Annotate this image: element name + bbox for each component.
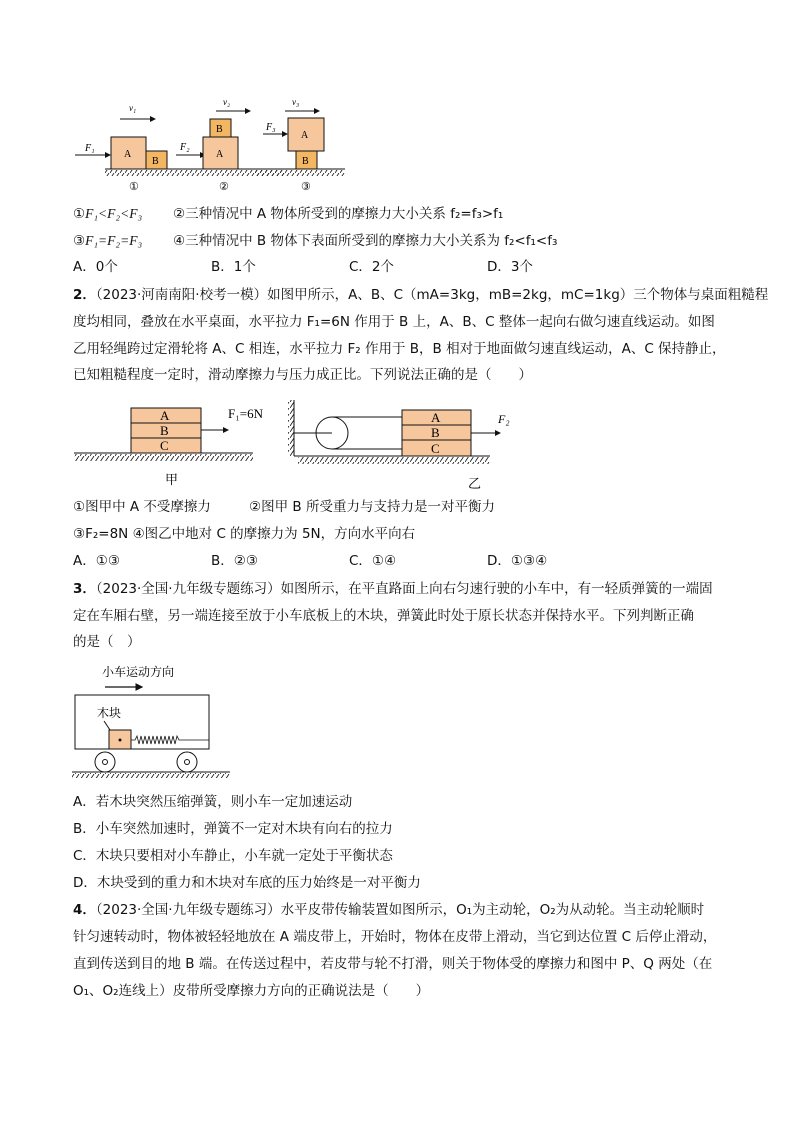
- stem-text: 水平皮带传输装置如图所示，O₁为主动轮，O₂为从动轮。当主动轮顺时: [280, 902, 705, 918]
- wheel: [177, 752, 197, 772]
- block-label: C: [431, 441, 440, 456]
- q2-option-c[interactable]: C．①④: [349, 553, 397, 569]
- q3-stem-line: 的是（ ）: [73, 634, 141, 650]
- q2-option-a[interactable]: A．①③: [73, 553, 120, 569]
- q3-option-c[interactable]: C．木块只要相对小车静止，小车就一定处于平衡状态: [73, 848, 393, 864]
- statement-text: 三种情况中 A 物体所受到的摩擦力大小关系 f₂=f₃>f₁: [185, 206, 504, 222]
- force-label: F₂: [498, 412, 510, 426]
- q4-stem-line: 针匀速转动时，物体被轻轻地放在 A 端皮带上，开始时，物体在皮带上滑动，当它到达位置 C 后停止滑动，: [73, 929, 717, 945]
- q3-option-d[interactable]: D．木块受到的重力和木块对车底的压力始终是一对平衡力: [73, 875, 421, 891]
- force-label: F₁=6N: [228, 406, 263, 421]
- q2-statement-1: ①图甲中 A 不受摩擦力: [73, 499, 211, 515]
- force-label: F₃: [266, 122, 276, 133]
- statement-number: ④: [173, 233, 186, 249]
- q1-option-b[interactable]: B．1个: [211, 259, 256, 275]
- block-label: B: [431, 425, 440, 440]
- velocity-label: v₃: [292, 97, 300, 107]
- q4-stem-line: [73, 901, 704, 919]
- q2-statement-2: ②图甲 B 所受重力与支持力是一对平衡力: [249, 499, 495, 515]
- q3-option-b[interactable]: B．小车突然加速时，弹簧不一定对木块有向右的拉力: [73, 821, 393, 837]
- block-b-label: B: [302, 156, 309, 167]
- statement-number: ②: [173, 206, 186, 222]
- q2-statement-3-4: ③F₂=8N ④图乙中地对 C 的摩擦力为 5N，方向水平向右: [73, 526, 416, 542]
- block-a-label: A: [301, 130, 309, 141]
- q1-figure-case3: [255, 95, 355, 195]
- stem-text: 如图甲所示，A、B、C（mA=3kg，mB=2kg，mC=1kg）三个物体与桌面粗糙程: [267, 287, 769, 303]
- statement-number: ①: [73, 206, 86, 222]
- statement-number: ③: [73, 233, 86, 249]
- case-label: ①: [129, 181, 139, 193]
- case-label: ②: [219, 181, 229, 193]
- question-number: 2．: [73, 287, 96, 303]
- block-label: A: [160, 408, 170, 423]
- q2-option-d[interactable]: D．①③④: [487, 553, 548, 569]
- stem-text: 如图所示，在平直路面上向右匀速行驶的小车中，有一轻质弹簧的一端固: [280, 581, 713, 597]
- q1-option-d[interactable]: D．3个: [487, 259, 533, 275]
- q3-stem-line: [73, 580, 713, 598]
- q3-figure: [70, 660, 240, 780]
- q2-stem-line: 乙用轻绳跨过定滑轮将 A、C 相连，水平拉力 F₂ 作用于 B，B 相对于地面做匀速直线运动，A、C 保持静止，: [73, 341, 726, 357]
- force-label: F₂: [180, 142, 190, 153]
- block-label: A: [431, 410, 441, 425]
- q1-statement-2: [173, 205, 503, 223]
- block-a-label: A: [124, 149, 132, 160]
- q1-option-a[interactable]: A．0个: [73, 259, 118, 275]
- q3-option-a[interactable]: A．若木块突然压缩弹簧，则小车一定加速运动: [73, 794, 353, 810]
- block-label: C: [160, 438, 169, 453]
- question-number: 3．: [73, 581, 96, 597]
- statement-text: F₁<F₂<F₃: [85, 206, 143, 221]
- q2-stem-line: 度均相同，叠放在水平桌面，水平拉力 F₁=6N 作用于 B 上，A、B、C 整体一起向右做匀速直线运动。如图: [73, 314, 715, 330]
- q2-option-b[interactable]: B．②③: [211, 553, 258, 569]
- q2-figure: [70, 396, 520, 491]
- q1-statement-3: [73, 232, 142, 250]
- velocity-label: v₂: [223, 97, 231, 107]
- q1-option-c[interactable]: C．2个: [349, 259, 395, 275]
- direction-label: 小车运动方向: [102, 665, 175, 679]
- question-source: （2023·全国·九年级专题练习）: [95, 902, 281, 918]
- block-b-label: B: [152, 156, 159, 167]
- block-b-label: B: [216, 124, 223, 135]
- q1-statement-4: [173, 232, 557, 250]
- block-a-label: A: [216, 149, 224, 160]
- figure-caption: 乙: [468, 476, 482, 491]
- q3-stem-line: 定在车厢右壁，另一端连接至放于小车底板上的木块，弹簧此时处于原长状态并保持水平。下列判断正确: [73, 608, 694, 624]
- q2-stem-line: 已知粗糙程度一定时，滑动摩擦力与压力成正比。下列说法正确的是（ ）: [73, 367, 532, 383]
- q2-stem-line: [73, 286, 768, 304]
- block-label: 木块: [97, 706, 122, 720]
- question-number: 4．: [73, 902, 96, 918]
- q1-statement-1: [73, 205, 142, 223]
- wheel: [95, 752, 115, 772]
- statement-text: F₁=F₂=F₃: [85, 233, 143, 248]
- velocity-label: v₁: [129, 103, 137, 113]
- q4-stem-line: 直到传送到目的地 B 端。在传送过程中，若皮带与轮不打滑，则关于物体受的摩擦力和图中 P、Q 两处（在: [73, 956, 713, 972]
- statement-text: 三种情况中 B 物体下表面所受到的摩擦力大小关系为 f₂<f₁<f₃: [185, 233, 558, 249]
- q4-stem-line: O₁、O₂连线上）皮带所受摩擦力方向的正确说法是（ ）: [73, 983, 430, 999]
- question-source: （2023·河南南阳·校考一模）: [95, 287, 268, 303]
- question-source: （2023·全国·九年级专题练习）: [95, 581, 281, 597]
- case-label: ③: [301, 181, 311, 193]
- block-label: B: [160, 423, 169, 438]
- figure-caption: 甲: [165, 472, 179, 487]
- force-label: F₁: [85, 143, 95, 154]
